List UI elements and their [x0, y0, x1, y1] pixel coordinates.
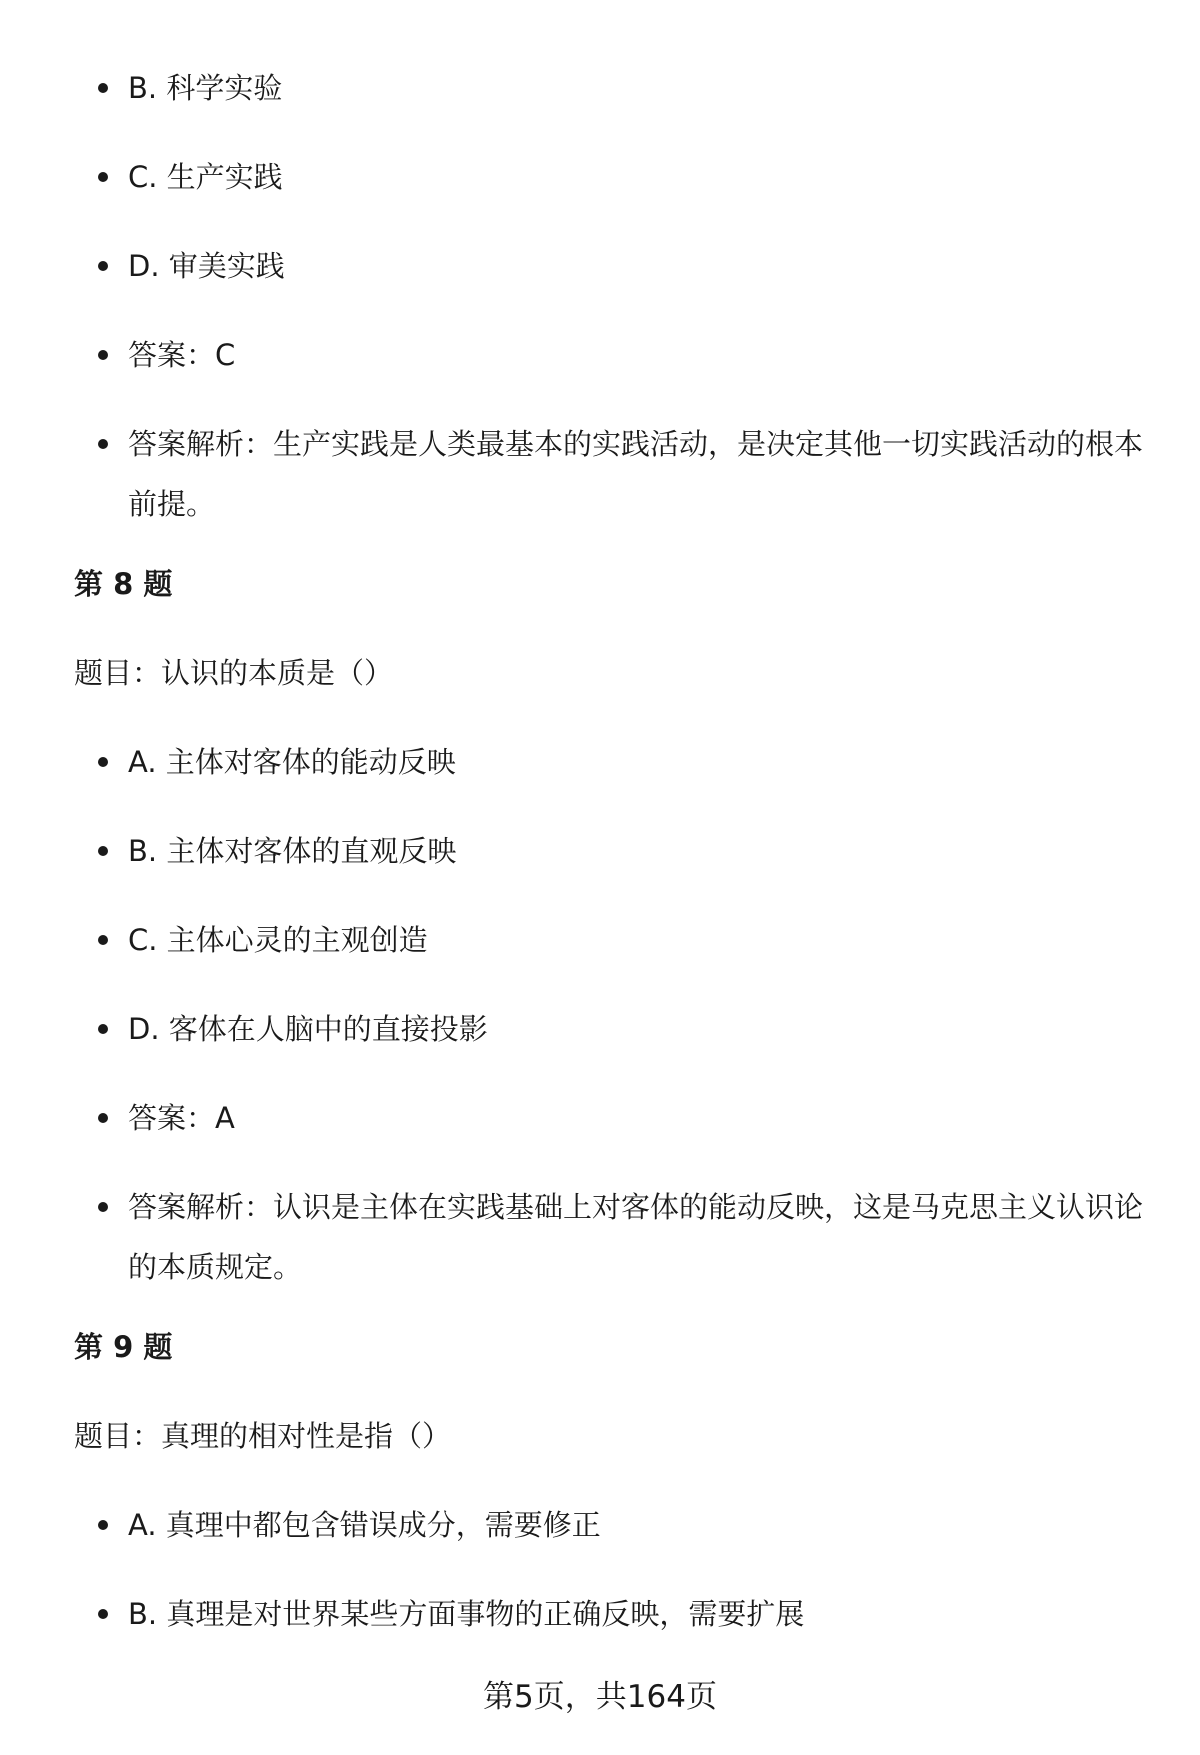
answer: 答案：C — [74, 325, 1144, 385]
option-c: C. 生产实践 — [74, 147, 1144, 207]
question-9-stem: 题目：真理的相对性是指（） — [74, 1419, 452, 1453]
question-9-heading: 第 9 题 — [74, 1330, 173, 1364]
question-8-list — [74, 732, 1144, 1297]
option-b: B. 科学实验 — [74, 58, 1144, 118]
option-b: B. 主体对客体的直观反映 — [74, 821, 1144, 881]
option-d: D. 审美实践 — [74, 236, 1144, 296]
page-number-footer: 第5页，共164页 — [483, 1679, 717, 1715]
option-a: A. 真理中都包含错误成分，需要修正 — [74, 1495, 1144, 1555]
page-content — [74, 58, 1144, 1673]
question-8-heading: 第 8 题 — [74, 567, 173, 601]
option-d: D. 客体在人脑中的直接投影 — [74, 999, 1144, 1059]
question-9-list — [74, 1495, 1144, 1644]
answer-explanation: 答案解析：生产实践是人类最基本的实践活动，是决定其他一切实践活动的根本前提。 — [74, 414, 1144, 534]
option-c: C. 主体心灵的主观创造 — [74, 910, 1144, 970]
option-b: B. 真理是对世界某些方面事物的正确反映，需要扩展 — [74, 1584, 1144, 1644]
answer-explanation: 答案解析：认识是主体在实践基础上对客体的能动反映，这是马克思主义认识论的本质规定。 — [74, 1177, 1144, 1297]
answer: 答案：A — [74, 1088, 1144, 1148]
question-8-stem: 题目：认识的本质是（） — [74, 656, 394, 690]
question-7-list — [74, 58, 1144, 534]
option-a: A. 主体对客体的能动反映 — [74, 732, 1144, 792]
